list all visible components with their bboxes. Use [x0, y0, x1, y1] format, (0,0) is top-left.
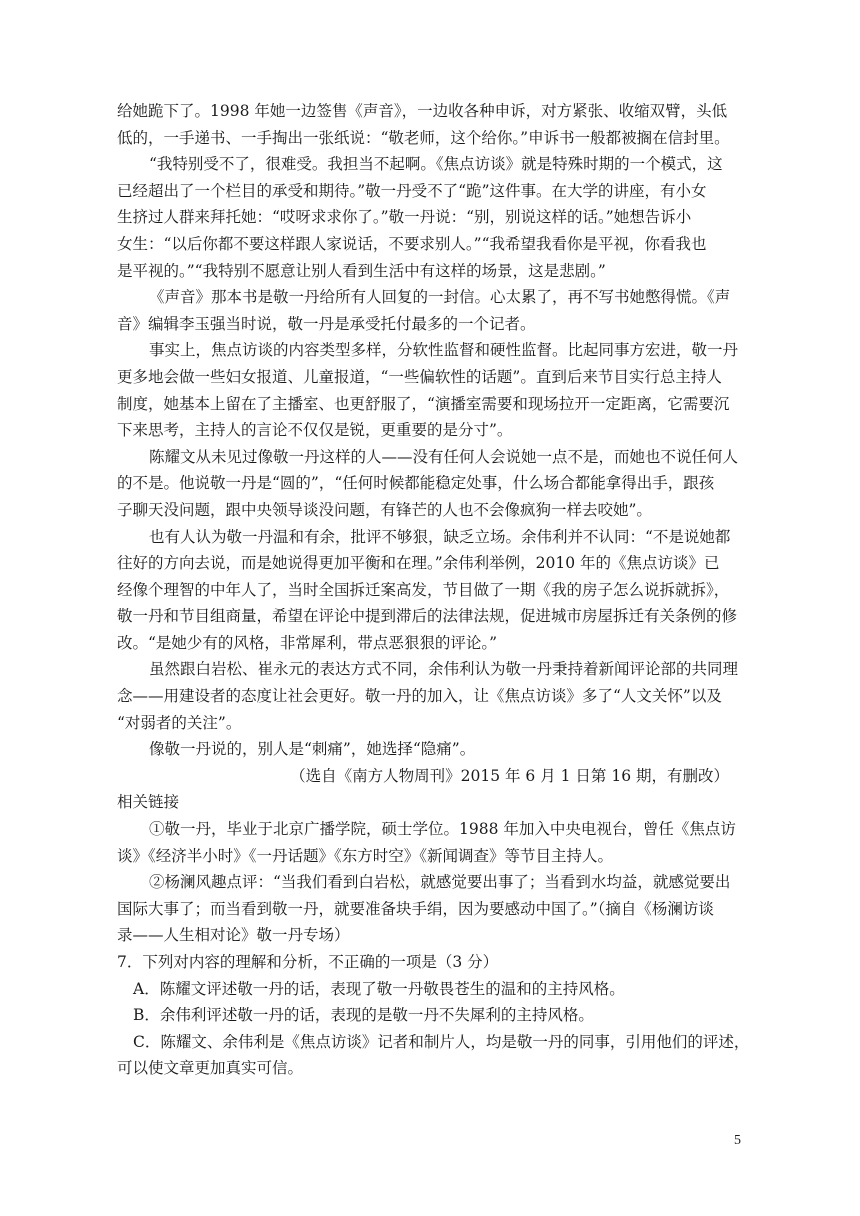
text-line: 女生：“以后你都不要这样跟人家说话，不要求别人。”“我希望我看你是平视，你看我也	[117, 234, 707, 253]
text-line: “我特别受不了，很难受。我担当不起啊。《焦点访谈》就是特殊时期的一个模式，这	[149, 155, 723, 174]
text-line: 生挤过人群来拜托她：“哎呀求求你了。”敬一丹说：“别，别说这样的话。”她想告诉小	[117, 208, 692, 227]
text-line: B．余伟利评述敬一丹的话，表现的是敬一丹不失犀利的主持风格。	[133, 1006, 594, 1025]
text-line: 可以使文章更加真实可信。	[117, 1059, 304, 1078]
text-line: 相关链接	[117, 793, 180, 812]
text-line: 虽然跟白岩松、崔永元的表达方式不同，余伟利认为敬一丹秉持着新闻评论部的共同理	[149, 660, 739, 679]
text-line: 经像个理智的中年人了，当时全国拆迁案高发，节目做了一期《我的房子怎么说拆就拆》，	[117, 580, 730, 599]
text-line: 改。“是她少有的风格，非常犀利，带点恶狠狠的评论。”	[117, 633, 498, 652]
text-line: 陈耀文从未见过像敬一丹这样的人——没有任何人会说她一点不是，而她也不说任何人	[149, 447, 739, 466]
text-line: 录——人生相对论》敬一丹专场）	[117, 926, 350, 945]
text-line: C．陈耀文、余伟利是《焦点访谈》记者和制片人，均是敬一丹的同事，引用他们的评述，	[133, 1032, 750, 1051]
text-line: 已经超出了一个栏目的承受和期待。”敬一丹受不了“跪”这件事。在大学的讲座，有小女	[117, 181, 707, 200]
text-line: （选自《南方人物周刊》2015 年 6 月 1 日第 16 期，有删改）	[290, 766, 729, 785]
text-line: 是平视的。”“我特别不愿意让别人看到生活中有这样的场景，这是悲剧。”	[117, 261, 606, 280]
text-line: 制度，她基本上留在了主播室、也更舒服了，“演播室需要和现场拉开一定距离，它需要沉	[117, 394, 730, 413]
text-line: 像敬一丹说的，别人是“刺痛”，她选择“隐痛”。	[149, 740, 476, 759]
text-line: A．陈耀文评述敬一丹的话，表现了敬一丹敬畏苍生的温和的主持风格。	[133, 979, 625, 998]
text-line: 敬一丹和节目组商量，希望在评论中提到滞后的法律法规，促进城市房屋拆迁有关条例的修	[117, 607, 738, 626]
text-line: ②杨澜风趣点评：“当我们看到白岩松，就感觉要出事了；当看到水均益，就感觉要出	[149, 873, 731, 892]
text-line: 下来思考，主持人的言论不仅仅是锐，更重要的是分寸”。	[117, 421, 513, 440]
text-line: 往好的方向去说，而是她说得更加平衡和在理。”余伟利举例，2010 年的《焦点访谈》已	[117, 554, 720, 573]
text-line: 谈》《经济半小时》《一丹话题》《东方时空》《新闻调查》等节目主持人。	[117, 846, 614, 865]
text-line: 子聊天没问题，跟中央领导谈没问题，有锋芒的人也不会像疯狗一样去咬她”。	[117, 500, 652, 519]
text-line: 7．下列对内容的理解和分析，不正确的一项是（3 分）	[117, 953, 499, 971]
page-number: 5	[734, 1133, 741, 1148]
text-line: 国际大事了；而当看到敬一丹，就要准备块手绢，因为要感动中国了。”（摘自《杨澜访谈	[117, 899, 714, 918]
text-line: 念——用建设者的态度让社会更好。敬一丹的加入，让《焦点访谈》多了“人文关怀”以及	[117, 687, 722, 706]
text-line: 音》编辑李玉强当时说，敬一丹是承受托付最多的一个记者。	[117, 314, 536, 333]
text-line: 更多地会做一些妇女报道、儿童报道，“一些偏软性的话题”。直到后来节目实行总主持人	[117, 367, 722, 386]
text-line: 事实上，焦点访谈的内容类型多样，分软性监督和硬性监督。比起同事方宏进，敬一丹	[149, 341, 739, 360]
text-line: 给她跪下了。1998 年她一边签售《声音》，一边收各种申诉，对方紧张、收缩双臂，头低	[117, 102, 728, 120]
text-line: ①敬一丹，毕业于北京广播学院，硕士学位。1988 年加入中央电视台，曾任《焦点访	[149, 820, 736, 839]
text-line: 低的，一手递书、一手掏出一张纸说：“敬老师，这个给你。”申诉书一般都被搁在信封里。	[117, 128, 730, 147]
text-line: 也有人认为敬一丹温和有余，批评不够狠，缺乏立场。余伟利并不认同：“不是说她都	[149, 527, 731, 546]
document-body	[117, 98, 750, 1082]
text-line: 的不是。他说敬一丹是“圆的”，“任何时候都能稳定处事，什么场合都能拿得出手，跟孩	[117, 474, 715, 493]
text-line: 《声音》那本书是敬一丹给所有人回复的一封信。心太累了，再不写书她憋得慌。《声	[149, 288, 731, 307]
text-line: “对弱者的关注”。	[117, 713, 242, 732]
